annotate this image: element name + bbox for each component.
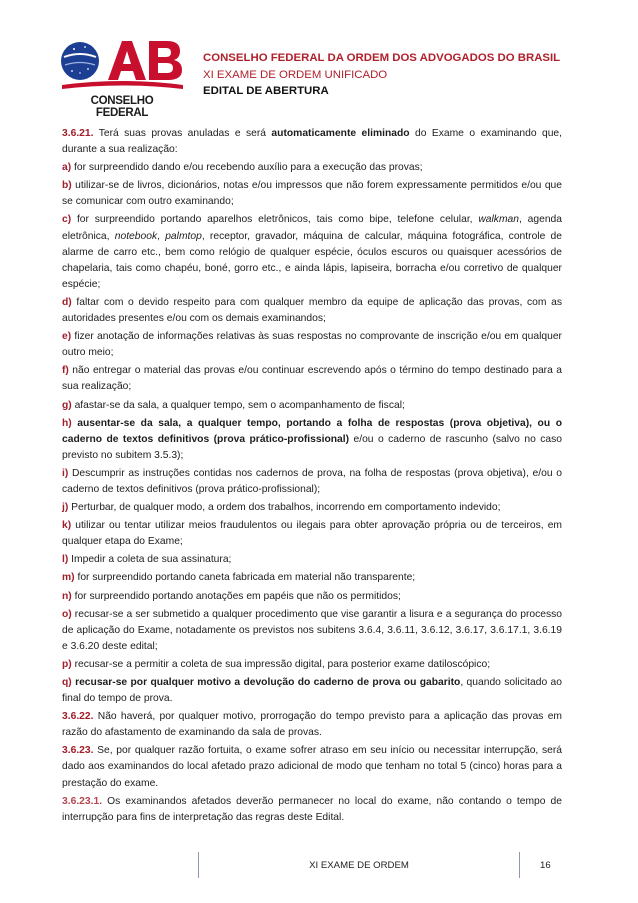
item-letter: q)	[62, 677, 72, 688]
page-number: 16	[540, 860, 551, 871]
item-letter: g)	[62, 399, 72, 411]
oab-logo-mark	[60, 35, 185, 95]
clause-number: 3.6.23.	[62, 745, 94, 757]
item-letter: b)	[62, 180, 72, 192]
item-letter: h)	[62, 417, 72, 429]
list-item-k: k) utilizar ou tentar utilizar meios fraudulentos ou ilegais para obter aprovação própria ou de terceiros, em qualquer etapa do Exame;	[62, 520, 562, 548]
page-footer	[0, 852, 638, 882]
item-letter: o)	[62, 608, 72, 620]
page-header	[60, 30, 580, 119]
clause-3-6-22: 3.6.22. Não haverá, por qualquer motivo, prorrogação do tempo previsto para a aplicação das provas em razão do afastamento de examinando da sala de provas.	[62, 711, 562, 739]
clause-3-6-21: 3.6.21. Terá suas provas anuladas e será automaticamente eliminado do Exame o examinando que, durante a sua realização:	[62, 128, 563, 156]
footer-title: XI EXAME DE ORDEM	[309, 860, 409, 871]
logo-caption: CONSELHO FEDERAL	[90, 95, 154, 119]
item-letter: e)	[62, 331, 72, 343]
clause-number: 3.6.23.1.	[62, 795, 103, 807]
header-title-block	[203, 50, 560, 100]
clause-number: 3.6.22.	[62, 711, 94, 723]
org-name: CONSELHO FEDERAL DA ORDEM DOS ADVOGADOS DO BRASIL	[203, 52, 561, 64]
list-item-b: b) utilizar-se de livros, dicionários, notas e/ou impressos que não forem expressamente permitidos e/ou que se comunicar com outro examinando;	[62, 180, 562, 208]
exam-name: XI EXAME DE ORDEM UNIFICADO	[203, 68, 388, 81]
list-item-h: h) ausentar-se da sala, a qualquer tempo, portando a folha de respostas (prova objetiva), ou o caderno de textos definitivos (prova prático-profissional) e/ou o caderno de rascunho (salvo no caso previsto no subitem 3.5.3);	[62, 417, 562, 461]
item-letter: f)	[62, 365, 69, 377]
list-item-e: e) fizer anotação de informações relativas às suas respostas no comprovante de inscrição e/ou em qualquer outro meio;	[62, 331, 562, 359]
list-item-n: n) for surpreendido portando anotações em papéis que não os permitidos;	[62, 590, 401, 602]
list-item-o: o) recusar-se a ser submetido a qualquer procedimento que vise garantir a lisura e a segurança do processo de aplicação do Exame, notadamente os previstos nos subitens 3.6.4, 3.6.11, 3.6.12, 3.6.17, 3.6.17.1, 3.6.19 e 3.6.20 deste edital;	[62, 608, 562, 652]
list-item-g: g) afastar-se da sala, a qualquer tempo, sem o acompanhamento de fiscal;	[62, 399, 405, 411]
footer-divider-left	[198, 852, 199, 878]
document-body	[62, 126, 562, 828]
document-title: EDITAL DE ABERTURA	[203, 85, 329, 97]
list-item-c: c) for surpreendido portando aparelhos eletrônicos, tais como bipe, telefone celular, walkman, agenda eletrônica, notebook, palmtop, receptor, gravador, máquina de calcular, máquina fotográfica, controle de alarme de carro etc., bem como relógio de qualquer espécie, óculos escuros ou quaisquer acessórios de chapelaria, tais como chapéu, boné, gorro etc., e ainda lápis, lapiseira, borracha e/ou corretivo de qualquer espécie;	[62, 214, 562, 290]
list-item-m: m) for surpreendido portando caneta fabricada em material não transparente;	[62, 572, 416, 584]
list-item-a: a) for surpreendido dando e/ou recebendo auxílio para a execução das provas;	[62, 162, 423, 174]
clause-3-6-23-1: 3.6.23.1. Os examinandos afetados deverão permanecer no local do exame, não contando o tempo de interrupção para fins de interpretação das regras deste Edital.	[62, 795, 562, 823]
list-item-d: d) faltar com o devido respeito para com qualquer membro da equipe de aplicação das provas, com as autoridades presentes e/ou com os demais examinandos;	[62, 296, 562, 325]
item-letter: l)	[62, 554, 69, 566]
list-item-l: l) Impedir a coleta de sua assinatura;	[62, 554, 232, 566]
item-letter: d)	[62, 296, 72, 308]
item-letter: m)	[62, 572, 75, 584]
item-letter: c)	[62, 214, 72, 226]
oab-logo	[60, 35, 185, 119]
item-letter: k)	[62, 520, 72, 532]
item-letter: i)	[62, 467, 69, 479]
footer-divider-right	[519, 852, 520, 878]
item-letter: j)	[62, 502, 69, 514]
item-letter: p)	[62, 658, 72, 670]
clause-3-6-23: 3.6.23. Se, por qualquer razão fortuita, o exame sofrer atraso em seu início ou necessitar interrupção, será dado aos examinandos do local afetado prazo adicional de modo que tenham no total 5 (cinco) horas para a prestação do exame.	[62, 745, 562, 789]
list-item-p: p) recusar-se a permitir a coleta de sua impressão digital, para posterior exame datiloscópico;	[62, 658, 491, 670]
item-letter: n)	[62, 590, 72, 602]
list-item-q: q) recusar-se por qualquer motivo a devolução do caderno de prova ou gabarito, quando solicitado ao final do tempo de prova.	[62, 677, 562, 705]
item-letter: a)	[62, 162, 72, 174]
list-item-j: j) Perturbar, de qualquer modo, a ordem dos trabalhos, incorrendo em comportamento indevido;	[62, 502, 501, 514]
clause-number: 3.6.21.	[62, 128, 94, 139]
list-item-f: f) não entregar o material das provas e/ou continuar escrevendo após o término do tempo destinado para a sua realização;	[62, 365, 562, 393]
list-item-i: i) Descumprir as instruções contidas nos cadernos de prova, na folha de respostas (prova objetiva), e/ou o caderno de textos definitivos (prova prático-profissional);	[62, 467, 562, 495]
